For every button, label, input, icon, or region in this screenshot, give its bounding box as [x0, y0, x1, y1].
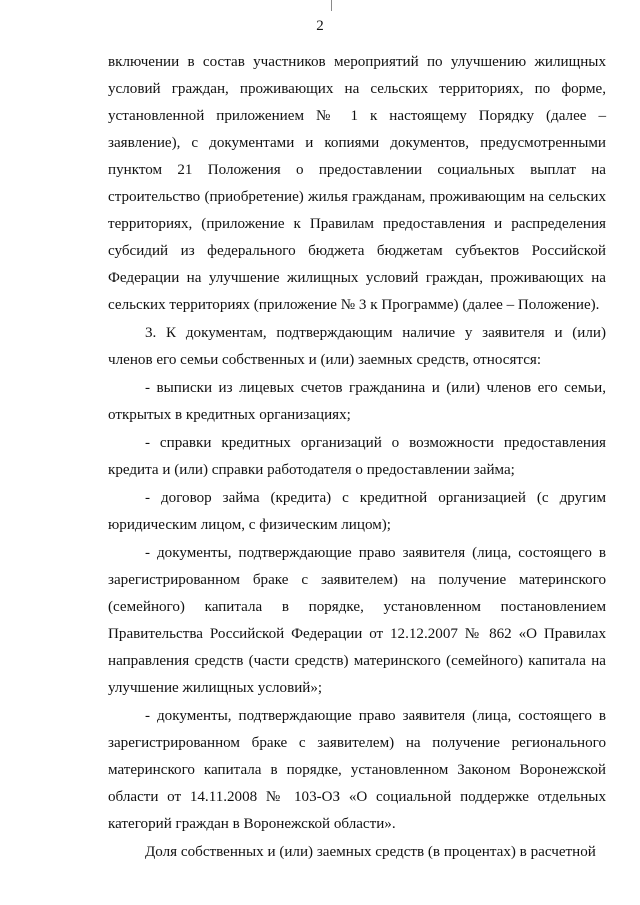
list-item-regional-maternity-capital: - документы, подтверждающие право заявителя (лица, состоящего в зарегистрированном браке с заявителем) на получение регионального материнского капитала в порядке, установленном Законом Воронежской области от 14.11.2008 № 103-ОЗ «О социальной поддержке отдельных категорий граждан в Воронежской области». — [108, 708, 606, 832]
paragraph-continuation: включении в состав участников мероприятий по улучшению жилищных условий граждан, проживающих на сельских территориях, по форме, установленной приложением № 1 к настоящему Порядку (далее – заявление), с документами и копиями документов, предусмотренными пунктом 21 Положения о предоставлении социальных выплат на строительство (приобретение) жилья гражданам, проживающим на сельских территориях, (приложение к Правилам предоставления и распределения субсидий из федерального бюджета бюджетам субъектов Российской Федерации на улучшение жилищных условий граждан, проживающих на сельских территориях (приложение № 3 к Программе) (далее – Положение). — [108, 54, 606, 313]
paragraph-item-3: 3. К документам, подтверждающим наличие у заявителя и (или) членов его семьи собственных и (или) заемных средств, относятся: — [108, 325, 606, 368]
list-item-credit-certificates: - справки кредитных организаций о возможности предоставления кредита и (или) справки работодателя о предоставлении займа; — [108, 435, 606, 478]
document-body — [108, 49, 606, 866]
page-top-mark — [331, 0, 332, 11]
list-item-maternity-capital: - документы, подтверждающие право заявителя (лица, состоящего в зарегистрированном браке с заявителем) на получение материнского (семейного) капитала в порядке, установленном постановлением Правительства Российской Федерации от 12.12.2007 № 862 «О Правилах направления средств (части средств) материнского (семейного) капитала на улучшение жилищных условий»; — [108, 545, 606, 696]
page-number: 2 — [316, 18, 324, 34]
list-item-loan-agreement: - договор займа (кредита) с кредитной организацией (с другим юридическим лицом, с физическим лицом); — [108, 490, 606, 533]
paragraph-share-of-funds: Доля собственных и (или) заемных средств (в процентах) в расчетной — [145, 844, 596, 860]
list-item-account-statements: - выписки из лицевых счетов гражданина и (или) членов его семьи, открытых в кредитных организациях; — [108, 380, 606, 423]
